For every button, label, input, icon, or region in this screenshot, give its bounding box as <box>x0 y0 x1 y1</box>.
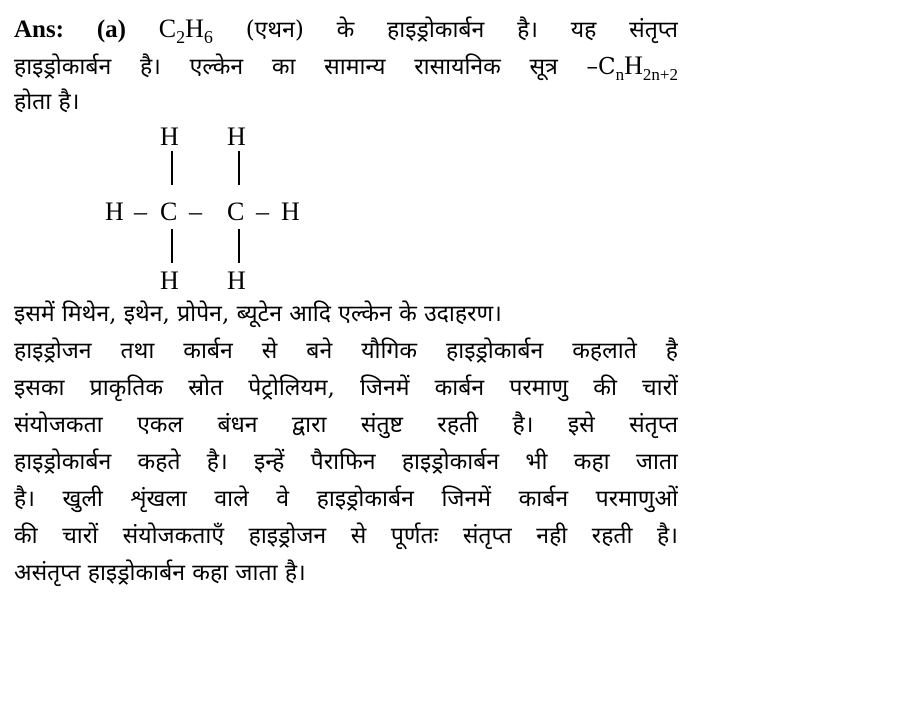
body-line-3: संयोजकता एकल बंधन द्वारा संतुष्ट रहती है। इसे संतृप्त <box>14 412 678 438</box>
answer-line-3: होता है। <box>14 89 80 115</box>
body-line-6: की चारों संयोजकताएँ हाइड्रोजन से पूर्णतः संतृप्त नही रहती है। <box>14 523 678 549</box>
bond-top-left <box>171 151 173 185</box>
bond-left-dash: – <box>134 197 147 226</box>
atom-h-bottom-left: H <box>160 266 179 295</box>
atom-h-top-left: H <box>160 122 179 151</box>
body-line-4: हाइड्रोकार्बन कहते है। इन्हें पैराफिन हाइड्रोकार्बन भी कहा जाता <box>14 449 678 475</box>
body-paragraph <box>14 296 678 592</box>
answer-line-1 <box>14 10 678 47</box>
examples-line: इसमें मिथेन, इथेन, प्रोपेन, ब्यूटेन आदि एल्केन के उदाहरण। <box>14 301 502 327</box>
atom-h-left: H <box>105 197 124 226</box>
answer-line-1-rest: (एथन) के हाइड्रोकार्बन है। यह संतृप्त <box>245 17 678 43</box>
bond-bottom-left <box>171 229 173 263</box>
body-line-5: है। खुली शृंखला वाले वे हाइड्रोकार्बन जिनमें कार्बन परमाणुओं <box>14 486 678 512</box>
body-line-1: हाइड्रोजन तथा कार्बन से बने यौगिक हाइड्रोकार्बन कहलाते है <box>14 338 678 364</box>
general-formula: $_nH_{2n+2}$ <box>615 51 678 84</box>
bond-bottom-right <box>238 229 240 263</box>
answer-line-2-text: हाइड्रोकार्बन है। एल्केन का सामान्य रासायनिक सूत्र –C <box>14 54 616 80</box>
atom-h-right: H <box>281 197 300 226</box>
body-line-7: असंतृप्त हाइड्रोकार्बन कहा जाता है। <box>14 560 306 586</box>
atom-h-bottom-right: H <box>227 266 246 295</box>
bond-right-dash: – <box>256 197 269 226</box>
answer-paragraph <box>14 10 678 121</box>
atom-c-left: C <box>160 197 178 226</box>
answer-line-2 <box>14 47 678 84</box>
answer-label: Ans: <box>14 16 65 43</box>
answer-part: (a) <box>96 16 126 43</box>
atom-h-top-right: H <box>227 122 246 151</box>
body-line-2: इसका प्राकृतिक स्रोत पेट्रोलियम, जिनमें कार्बन परमाणु की चारों <box>14 375 678 401</box>
bond-cc-dash: – <box>189 197 202 226</box>
ethane-formula: $C_2H_6$ <box>158 14 213 47</box>
bond-top-right <box>238 151 240 185</box>
atom-c-right: C <box>227 197 245 226</box>
